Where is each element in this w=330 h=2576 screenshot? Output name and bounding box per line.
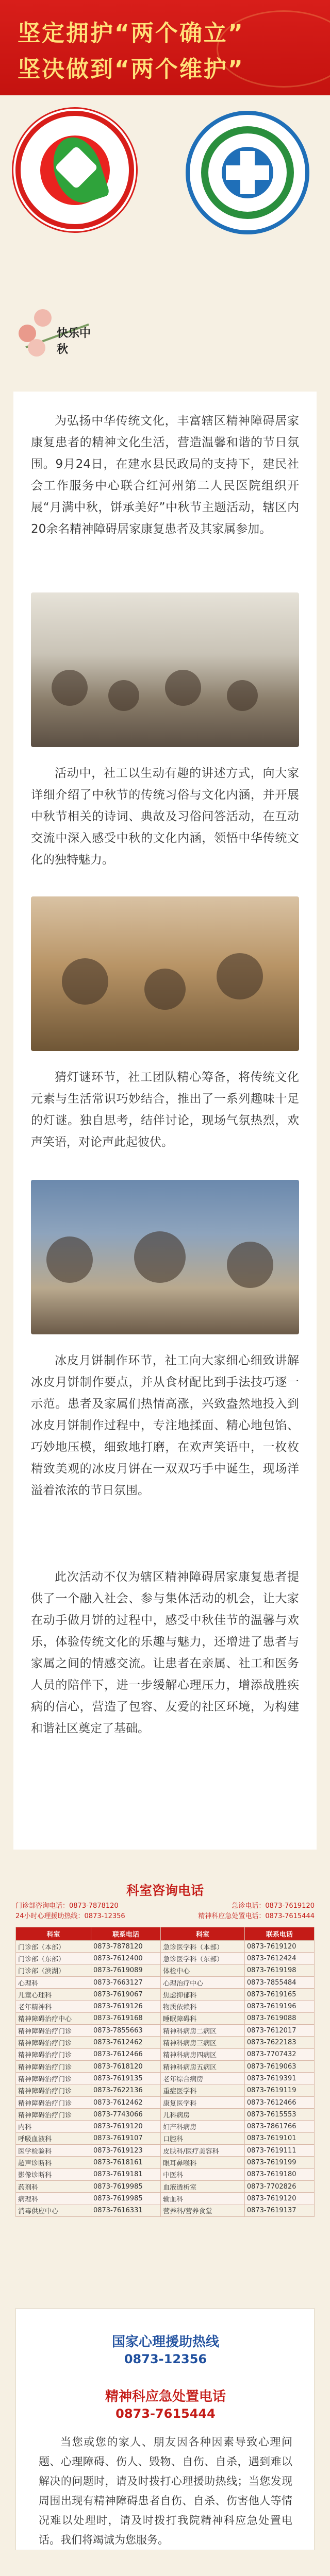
phone-cell[interactable]: 0873-7619089 — [91, 1964, 160, 1976]
table-row — [16, 2132, 315, 2144]
banner — [0, 0, 330, 95]
phone-cell[interactable]: 0873-7878120 — [91, 1941, 160, 1953]
phone-cell[interactable]: 0873-7702826 — [244, 2180, 314, 2192]
consult-title: 科室咨询电话 — [126, 1883, 204, 1898]
table-row — [16, 2157, 315, 2168]
article-paragraph-3: 猜灯谜环节，社工团队精心筹备，将传统文化元素与生活常识巧妙结合，推出了一系列趣味十足的灯谜。独自思考，结伴讨论，现场气氛热烈，欢声笑语，对论声此起彼伏。 — [31, 1071, 299, 1149]
phone-cell[interactable]: 0873-7855484 — [244, 1976, 314, 1988]
consult-psych-emergency: 精神科应急处置电话：0873-7615444 — [198, 1912, 315, 1920]
department-cell: 皮肤科/医疗美容科 — [161, 2145, 245, 2157]
department-cell: 精神障碍治疗中心 — [16, 2012, 91, 2024]
phone-cell[interactable]: 0873-7619198 — [244, 1964, 314, 1976]
table-row — [16, 1976, 315, 1988]
hotline-description: 当您或您的家人、朋友因各种因素导致心理问题、心理障碍、伤人、毁物、自伤、自杀，遇到难以解决的问题时，请及时拨打心理援助热线；当您发现周围出现有精神障碍患者自伤、自杀、伤害他人等情况难以处理时，请及时拨打我院精神科应急处置电话。我们将竭诚为您服务。 — [39, 2436, 292, 2546]
department-cell: 营养科/营养食堂 — [161, 2205, 245, 2216]
table-header: 联系电话 — [91, 1927, 160, 1941]
phone-cell[interactable]: 0873-7619985 — [91, 2193, 160, 2205]
phone-cell[interactable]: 0873-7619120 — [244, 1941, 314, 1953]
phone-cell[interactable]: 0873-7619063 — [244, 2060, 314, 2072]
table-row — [16, 2168, 315, 2180]
logos — [0, 100, 330, 234]
hotline-number-2[interactable]: 0873-7615444 — [116, 2406, 216, 2421]
phone-cell[interactable]: 0873-7618161 — [91, 2157, 160, 2168]
department-cell: 体检中心 — [161, 1964, 245, 1976]
phone-cell[interactable]: 0873-7861766 — [244, 2121, 314, 2132]
table-row — [16, 2096, 315, 2108]
phone-cell[interactable]: 0873-7622136 — [91, 2084, 160, 2096]
phone-cell[interactable]: 0873-7619088 — [244, 2012, 314, 2024]
table-row — [16, 2109, 315, 2121]
article-paragraph-1: 为弘扬中华传统文化，丰富辖区精神障碍居家康复患者的精神文化生活，营造温馨和谐的节日氛围。9月24日，在建水县民政局的支持下，建民社会工作服务中心联合红河州第二人民医院组织开展“月满中秋，饼承美好”中秋节主题活动，辖区内20余名精神障碍居家康复患者及其家属参加。 — [31, 414, 299, 536]
phone-cell[interactable]: 0873-7618120 — [91, 2060, 160, 2072]
table-row — [16, 2012, 315, 2024]
phone-cell[interactable]: 0873-7707432 — [244, 2048, 314, 2060]
consult-psych-hotline: 24小时心理援助热线：0873-12356 — [15, 1912, 125, 1920]
phone-cell[interactable]: 0873-7612424 — [244, 1953, 314, 1964]
phone-cell[interactable]: 0873-7619168 — [91, 2012, 160, 2024]
department-cell: 药剂科 — [16, 2180, 91, 2192]
department-cell: 急诊医学科（本部） — [161, 1941, 245, 1953]
phone-cell[interactable]: 0873-7619196 — [244, 2001, 314, 2012]
table-row — [16, 2145, 315, 2157]
phone-cell[interactable]: 0873-7619067 — [91, 1989, 160, 2001]
department-cell: 内科 — [16, 2121, 91, 2132]
phone-cell[interactable]: 0873-7619180 — [244, 2168, 314, 2180]
phone-cell[interactable]: 0873-7616331 — [91, 2205, 160, 2216]
department-cell: 超声诊断科 — [16, 2157, 91, 2168]
activity-photo-1 — [31, 592, 299, 747]
phone-cell[interactable]: 0873-7619123 — [91, 2145, 160, 2157]
department-cell: 影像诊断科 — [16, 2168, 91, 2180]
phone-cell[interactable]: 0873-7612017 — [244, 2025, 314, 2037]
department-cell: 医学检验科 — [16, 2145, 91, 2157]
table-header: 科室 — [16, 1927, 91, 1941]
phone-cell[interactable]: 0873-7619126 — [91, 2001, 160, 2012]
table-row — [16, 2037, 315, 2048]
department-cell: 精神障碍治疗门诊 — [16, 2096, 91, 2108]
table-header: 科室 — [161, 1927, 245, 1941]
department-cell: 精神障碍治疗门诊 — [16, 2025, 91, 2037]
hotline-card — [15, 2308, 315, 2550]
phone-cell[interactable]: 0873-7619137 — [244, 2205, 314, 2216]
phone-cell[interactable]: 0873-7619181 — [91, 2168, 160, 2180]
department-cell: 精神障碍治疗门诊 — [16, 2037, 91, 2048]
department-cell: 老年精神科 — [16, 2001, 91, 2012]
table-row — [16, 2060, 315, 2072]
table-row — [16, 1941, 315, 1953]
department-cell: 焦虑抑郁科 — [161, 1989, 245, 2001]
department-cell: 精神科病房五病区 — [161, 2060, 245, 2072]
hotline-title-2: 精神科应急处置电话 — [105, 2389, 226, 2404]
department-cell: 精神障碍治疗门诊 — [16, 2084, 91, 2096]
department-cell: 康复医学科 — [161, 2096, 245, 2108]
article-paragraph-2: 活动中，社工以生动有趣的讲述方式，向大家详细介绍了中秋节的传统习俗与文化内涵，并开展中秋节相关的诗词、典故及习俗问答活动，在互动交流中深入感受中秋的文化内涵，领悟中华传统文化的独特魅力。 — [31, 767, 299, 867]
phone-cell[interactable]: 0873-7619165 — [244, 1989, 314, 2001]
table-row — [16, 1989, 315, 2001]
phone-cell[interactable]: 0873-7619120 — [91, 2121, 160, 2132]
phone-cell[interactable]: 0873-7855663 — [91, 2025, 160, 2037]
department-cell: 妇产科病房 — [161, 2121, 245, 2132]
department-cell: 精神障碍治疗门诊 — [16, 2109, 91, 2121]
article-card — [13, 392, 317, 1850]
activity-photo-2 — [31, 896, 299, 1051]
department-cell: 重症医学科 — [161, 2084, 245, 2096]
phone-cell[interactable]: 0873-7612462 — [91, 2037, 160, 2048]
department-cell: 儿童心理科 — [16, 1989, 91, 2001]
phone-cell[interactable]: 0873-7619391 — [244, 2073, 314, 2084]
department-cell: 精神科病房三病区 — [161, 2037, 245, 2048]
phone-cell[interactable]: 0873-7612462 — [91, 2096, 160, 2108]
department-cell: 儿科病房 — [161, 2109, 245, 2121]
department-cell: 门诊部（滨湖） — [16, 1964, 91, 1976]
department-cell: 精神科病房四病区 — [161, 2048, 245, 2060]
department-cell: 心理科 — [16, 1976, 91, 1988]
phone-cell[interactable]: 0873-7619199 — [244, 2157, 314, 2168]
phone-cell[interactable]: 0873-7619120 — [244, 2193, 314, 2205]
phone-cell[interactable]: 0873-7612400 — [91, 1953, 160, 1964]
phone-cell[interactable]: 0873-7619135 — [91, 2073, 160, 2084]
hotline-title-1: 国家心理援助热线 — [111, 2334, 219, 2350]
table-row — [16, 2001, 315, 2012]
department-cell: 物质依赖科 — [161, 2001, 245, 2012]
phone-cell[interactable]: 0873-7619119 — [244, 2084, 314, 2096]
department-cell: 老年综合病房 — [161, 2073, 245, 2084]
department-cell: 血液透析室 — [161, 2180, 245, 2192]
consult-contact-lines — [15, 1901, 315, 1922]
phone-cell[interactable]: 0873-7612466 — [91, 2048, 160, 2060]
medical-cross-emblem-icon — [186, 111, 309, 234]
department-cell: 精神障碍治疗门诊 — [16, 2060, 91, 2072]
phone-cell[interactable]: 0873-7612466 — [244, 2096, 314, 2108]
hospital-emblem-icon — [15, 111, 134, 229]
department-cell: 口腔科 — [161, 2132, 245, 2144]
phone-cell[interactable]: 0873-7619101 — [244, 2132, 314, 2144]
phone-cell[interactable]: 0873-7619107 — [91, 2132, 160, 2144]
table-row — [16, 2193, 315, 2205]
flower-icon — [28, 339, 45, 357]
consult-emergency-phone: 急诊电话：0873-7619120 — [232, 1902, 315, 1910]
table-header: 联系电话 — [244, 1927, 314, 1941]
calligraphy-text: 快乐中秋 — [57, 327, 91, 356]
table-header-row — [16, 1927, 315, 1941]
department-cell: 门诊部（本部） — [16, 1941, 91, 1953]
article-paragraph-5: 此次活动不仅为辖区精神障碍居家康复患者提供了一个融入社会、参与集体活动的机会，让大家在动手做月饼的过程中，感受中秋佳节的温馨与欢乐，体验传统文化的乐趣与魅力，还增进了患者与家属之间的情感交流。让患者在亲属、社工和医务人员的陪伴下，进一步缓解心理压力，增添战胜疾病的信心，营造了包容、友爱的社区环境，为构建和谐社区奠定了基础。 — [31, 1570, 299, 1735]
department-cell: 心理治疗中心 — [161, 1976, 245, 1988]
department-cell: 急诊医学科（东部） — [161, 1953, 245, 1964]
department-cell: 病理科 — [16, 2193, 91, 2205]
phone-cell[interactable]: 0873-7615553 — [244, 2109, 314, 2121]
phone-cell[interactable]: 0873-7743066 — [91, 2109, 160, 2121]
phone-cell[interactable]: 0873-7619985 — [91, 2180, 160, 2192]
festival-decoration — [19, 309, 101, 366]
table-row — [16, 2048, 315, 2060]
department-cell: 精神障碍治疗门诊 — [16, 2073, 91, 2084]
table-row — [16, 2121, 315, 2132]
table-row — [16, 2205, 315, 2216]
activity-photo-3 — [31, 1180, 299, 1334]
flower-icon — [34, 309, 52, 327]
department-cell: 门诊部（东部） — [16, 1953, 91, 1964]
department-cell: 眼耳鼻喉科 — [161, 2157, 245, 2168]
table-row — [16, 2073, 315, 2084]
consult-outpatient-phone: 门诊部咨询电话：0873-7878120 — [15, 1902, 119, 1910]
phone-cell[interactable]: 0873-7622183 — [244, 2037, 314, 2048]
department-cell: 精神科病房二病区 — [161, 2025, 245, 2037]
department-phone-table — [15, 1927, 315, 2217]
banner-line-1: 坚定拥护“两个确立” — [18, 20, 244, 46]
department-cell: 呼吸血液科 — [16, 2132, 91, 2144]
table-row — [16, 2084, 315, 2096]
department-cell: 精神障碍治疗门诊 — [16, 2048, 91, 2060]
hotline-number-1[interactable]: 0873-12356 — [124, 2352, 207, 2366]
department-cell: 中医科 — [161, 2168, 245, 2180]
phone-cell[interactable]: 0873-7619111 — [244, 2145, 314, 2157]
table-row — [16, 2025, 315, 2037]
table-row — [16, 1964, 315, 1976]
table-row — [16, 2180, 315, 2192]
department-cell: 睡眠障碍科 — [161, 2012, 245, 2024]
department-cell: 消毒供应中心 — [16, 2205, 91, 2216]
table-row — [16, 1953, 315, 1964]
department-cell: 输血科 — [161, 2193, 245, 2205]
phone-cell[interactable]: 0873-7663127 — [91, 1976, 160, 1988]
article-paragraph-4: 冰皮月饼制作环节，社工向大家细心细致讲解冰皮月饼制作要点，并从食材配比到手法技巧逐一示范。患者及家属们热情高涨，兴致盎然地投入到冰皮月饼制作过程中，专注地揉面、精心地包馅、巧妙地压模，细致地打磨，在欢声笑语中，一枚枚精致美观的冰皮月饼在一双双巧手中诞生，现场洋溢着浓浓的节日氛围。 — [31, 1354, 299, 1497]
banner-line-2: 坚决做到“两个维护” — [18, 56, 244, 82]
